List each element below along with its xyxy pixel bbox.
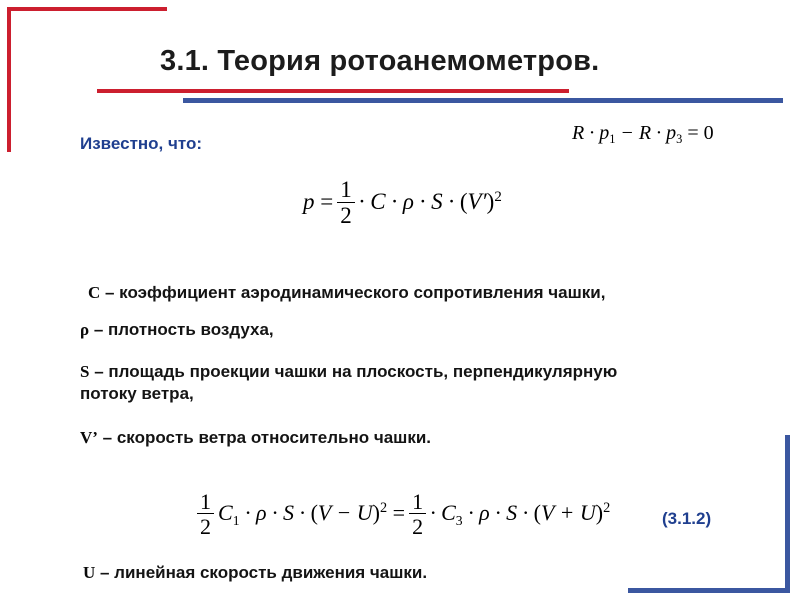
symbol-s: S xyxy=(80,362,90,381)
bottom-right-blue-bar xyxy=(628,588,790,593)
right-blue-bar xyxy=(785,435,790,593)
pressure-formula: p = $\frac{1}{2}$ · $C \cdot \rho \cdot S \cdot (V')^2$ xyxy=(303,177,502,229)
symbol-rho: ρ xyxy=(80,320,90,339)
definition-s xyxy=(80,361,617,405)
definition-s-text-line1: – площадь проекции чашки на плоскость, перпендикулярную xyxy=(89,362,618,381)
definition-rho-text: – плотность воздуха, xyxy=(89,320,274,339)
left-red-bar xyxy=(7,7,11,152)
balance-formula: $R \cdot p_1 - R \cdot p_3 = 0$ xyxy=(572,122,714,147)
title-underline-red xyxy=(97,89,569,93)
definition-rho xyxy=(80,319,274,341)
definition-u-text: – линейная скорость движения чашки. xyxy=(95,563,428,582)
symbol-c: С xyxy=(88,283,101,302)
equation-number: (3.1.2) xyxy=(662,509,712,528)
cup-balance-formula: $\frac{1}{2}$ $C_1 \cdot \rho \cdot S \cdot (V - U)^2$ = $\frac{1}{2}$ · $C_3 \cdot \rho \cdot S \cdot (V + U)^2$ xyxy=(193,490,610,539)
definition-u xyxy=(83,562,427,584)
definition-c xyxy=(88,282,605,304)
definition-s-text-line2: потоку ветра, xyxy=(80,384,194,403)
top-left-red-bar xyxy=(7,7,167,11)
page-title: 3.1. Теория ротоанемометров. xyxy=(160,45,600,77)
definition-v xyxy=(80,427,431,449)
symbol-v: V’ xyxy=(80,428,98,447)
intro-label: Известно, что: xyxy=(80,134,203,153)
symbol-u: U xyxy=(83,563,96,582)
title-underline-blue xyxy=(183,98,783,103)
definition-c-text: – коэффициент аэродинамического сопротивления чашки, xyxy=(100,283,606,302)
definition-v-text: – скорость ветра относительно чашки. xyxy=(97,428,432,447)
